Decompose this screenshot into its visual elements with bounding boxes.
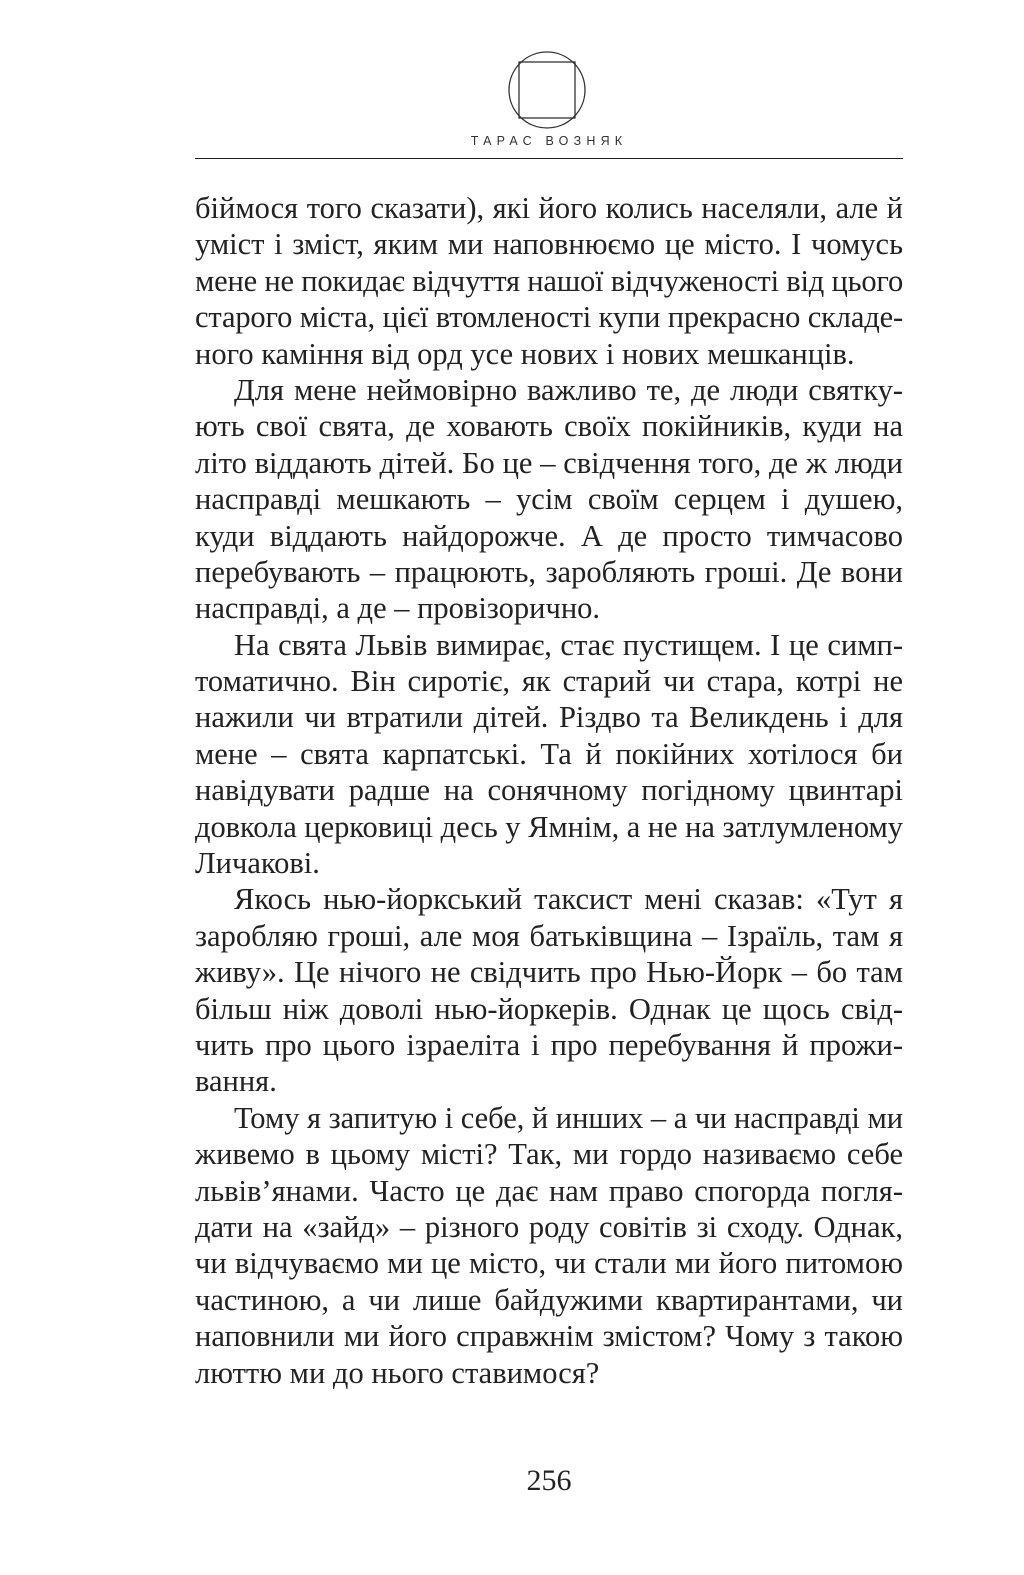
text-line: живемо в цьому місті? Так, ми гордо називаємо себе [195,1137,903,1172]
header-rule [195,158,903,159]
text-line: біймося того сказати), які його колись населяли, але й [195,191,903,225]
paragraph [195,1100,903,1391]
text-line: вання. [195,1064,277,1099]
text-line: насправді, а де – провізорично. [195,591,601,626]
text-line: чи відчуваємо ми це місто, чи стали ми його питомою [195,1246,903,1281]
text-line: літо віддають дітей. Бо це – свідчення того, де ж люди [195,445,903,480]
text-line: Личакові. [195,846,320,881]
text-line: ного каміння від орд усе нових і нових мешканців. [195,336,855,371]
text-line: уміст і зміст, яким ми наповнюємо це місто. І чомусь [195,227,903,262]
paragraph [195,372,903,627]
text-line: навідувати радше на сонячному погідному цвинтарі [195,773,903,808]
text-line: На свята Львів вимирає, стає пустищем. І це симп- [234,627,903,662]
text-line: старого міста, цієї втомленості купи прекрасно складе- [195,300,903,335]
running-head: ТАРАС ВОЗНЯК [470,134,628,148]
text-line: мене не покидає відчуття нашої відчуженості від цього [195,263,903,298]
body-text [195,190,903,1391]
text-line: Для мене неймовірно важливо те, де люди святку- [234,372,903,407]
text-line: куди віддають найдорожче. А де просто тимчасово [195,518,903,553]
text-line: мене – свята карпатські. Та й покійних хотілося би [195,736,903,771]
text-line: дати на «зайд» – різного роду совітів зі сходу. Однак, [195,1209,903,1244]
text-line: нажили чи втратили дітей. Різдво та Великдень і для [195,700,903,735]
text-line: Тому я запитую і себе, й инших – а чи насправді ми [234,1100,904,1135]
text-line: довкола церковиці десь у Ямнім, а не на затлумленому [195,809,903,844]
paragraph [195,881,903,1099]
text-line: заробляю гроші, але моя батьківщина – Ізраїль, там я [195,918,903,953]
text-line: насправді мешкають – усім своїм серцем і душею, [195,482,903,517]
text-line: більш ніж доволі нью-йоркерів. Однак це щось свід- [195,991,903,1026]
text-line: перебувають – працюють, заробляють гроші. Де вони [195,554,903,589]
text-line: ють свої свята, де ховають своїх покійників, куди на [195,409,903,444]
text-line: чить про цього ізраеліта і про перебування й прожи- [195,1027,903,1062]
text-line: наповнили ми його справжнім змістом? Чому з такою [195,1319,903,1354]
paragraph [195,627,903,882]
text-line: живу». Це нічого не свідчить про Нью-Йорк – бо там [195,955,903,990]
text-line: частиною, а чи лише байдужими квартирантами, чи [195,1282,903,1317]
page-number: 256 [526,1464,572,1497]
text-line: люттю ми до нього ставимося? [195,1355,600,1390]
paragraph [195,190,903,372]
text-line: львів’янами. Часто це дає нам право спогорда погля- [195,1173,903,1208]
text-line: томатично. Він сиротіє, як старий чи стара, котрі не [195,664,903,699]
text-line: Якось нью-йоркський таксист мені сказав: «Тут я [234,882,903,917]
publisher-logo-icon [507,50,587,130]
